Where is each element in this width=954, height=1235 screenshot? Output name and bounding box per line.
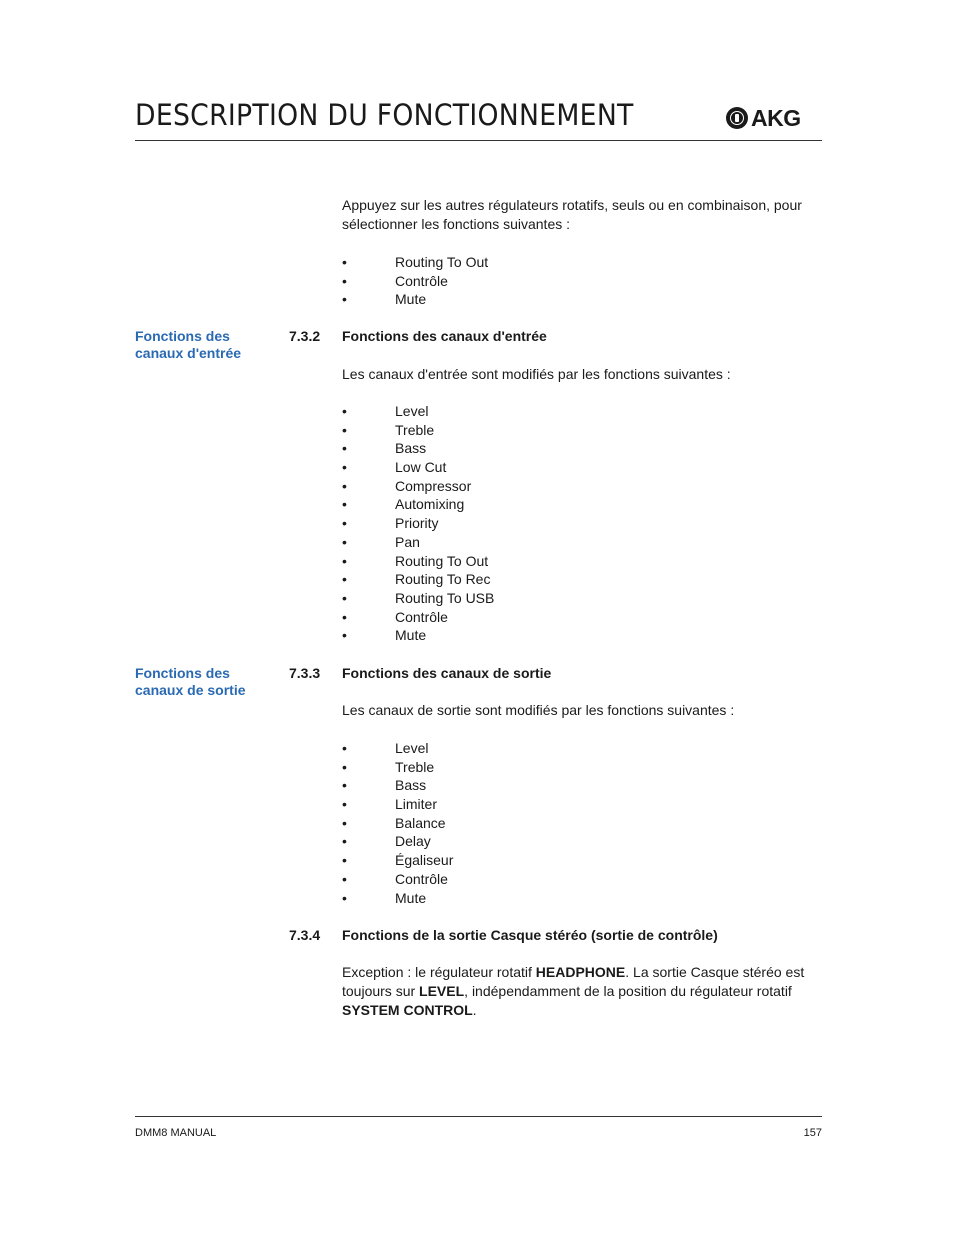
list-item-label: Low Cut bbox=[395, 459, 447, 476]
bullet-marker: • bbox=[342, 870, 347, 887]
section-heading-732: Fonctions des canaux d'entrée bbox=[342, 328, 547, 344]
section-heading-733: Fonctions des canaux de sortie bbox=[342, 665, 552, 681]
section-number-734: 7.3.4 bbox=[289, 927, 321, 943]
text-segment: , indépendamment de la position du régulateur rotatif bbox=[464, 983, 792, 999]
keyword-headphone: HEADPHONE bbox=[535, 964, 626, 980]
output-functions-list bbox=[342, 739, 453, 907]
list-item-label: Routing To Out bbox=[395, 254, 489, 270]
list-item bbox=[342, 552, 494, 571]
section-number-733: 7.3.3 bbox=[289, 665, 321, 681]
list-item-label: Pan bbox=[395, 533, 420, 550]
list-item bbox=[342, 477, 494, 496]
footer-page-number: 157 bbox=[803, 1127, 822, 1139]
list-item bbox=[342, 832, 453, 851]
footer-manual-name: DMM8 MANUAL bbox=[135, 1127, 217, 1139]
bullet-marker: • bbox=[342, 291, 347, 308]
page-title: DESCRIPTION DU FONCTIONNEMENT bbox=[135, 98, 634, 132]
list-item-label: Delay bbox=[395, 833, 431, 850]
list-item-label: Priority bbox=[395, 515, 439, 532]
bullet-marker: • bbox=[342, 254, 347, 270]
bullet-marker: • bbox=[342, 608, 347, 625]
text-segment: . bbox=[472, 1002, 477, 1018]
list-item-label: Mute bbox=[395, 291, 427, 308]
keyword-system-control: SYSTEM CONTROL bbox=[342, 1002, 473, 1018]
list-item-label: Compressor bbox=[395, 477, 472, 494]
list-item-label: Mute bbox=[395, 889, 427, 906]
footer-rule bbox=[135, 1116, 822, 1117]
input-functions-list bbox=[342, 402, 494, 645]
list-item-label: Routing To USB bbox=[395, 589, 495, 606]
list-item-label: Routing To Rec bbox=[395, 571, 491, 588]
text-segment: Exception : le régulateur rotatif bbox=[342, 964, 536, 980]
list-item-label: Contrôle bbox=[395, 870, 448, 887]
list-item-label: Bass bbox=[395, 777, 427, 794]
list-item-label: Treble bbox=[395, 758, 435, 775]
list-item bbox=[342, 421, 494, 440]
list-item-label: Balance bbox=[395, 814, 446, 831]
list-item bbox=[342, 458, 494, 477]
bullet-marker: • bbox=[342, 533, 347, 550]
list-item bbox=[342, 889, 453, 908]
list-item bbox=[342, 589, 494, 608]
list-item-label: Égaliseur bbox=[395, 852, 454, 869]
list-item bbox=[342, 290, 488, 309]
bullet-marker: • bbox=[342, 272, 347, 289]
list-item bbox=[342, 402, 494, 421]
side-label-output-channels: Fonctions des canaux de sortie bbox=[135, 665, 246, 698]
section-heading-734: Fonctions de la sortie Casque stéréo (sortie de contrôle) bbox=[342, 927, 718, 943]
bullet-marker: • bbox=[342, 552, 347, 569]
list-item bbox=[342, 439, 494, 458]
bullet-marker: • bbox=[342, 796, 347, 813]
list-item bbox=[342, 514, 494, 533]
list-item-label: Level bbox=[395, 740, 429, 756]
list-item bbox=[342, 870, 453, 889]
list-item bbox=[342, 626, 494, 645]
section-text-733: Les canaux de sortie sont modifiés par les fonctions suivantes : bbox=[342, 702, 735, 718]
list-item-label: Routing To Out bbox=[395, 552, 489, 569]
bullet-marker: • bbox=[342, 571, 347, 588]
list-item bbox=[342, 570, 494, 589]
list-item-label: Limiter bbox=[395, 796, 438, 813]
bullet-marker: • bbox=[342, 889, 347, 906]
section-number-732: 7.3.2 bbox=[289, 328, 321, 344]
section-text-734 bbox=[342, 963, 822, 1020]
bullet-marker: • bbox=[342, 833, 347, 850]
list-item-label: Treble bbox=[395, 421, 435, 438]
list-item bbox=[342, 776, 453, 795]
list-item bbox=[342, 608, 494, 627]
bullet-marker: • bbox=[342, 477, 347, 494]
list-item bbox=[342, 253, 488, 272]
bullet-marker: • bbox=[342, 777, 347, 794]
bullet-marker: • bbox=[342, 852, 347, 869]
list-item bbox=[342, 758, 453, 777]
intro-paragraph: Appuyez sur les autres régulateurs rotatifs, seuls ou en combinaison, pour sélectionner les fonctions suivantes : bbox=[342, 197, 802, 232]
list-item-label: Level bbox=[395, 403, 429, 419]
header-rule bbox=[135, 140, 822, 141]
akg-logo bbox=[726, 104, 801, 132]
bullet-marker: • bbox=[342, 440, 347, 457]
akg-logo-text: AKG bbox=[751, 104, 801, 131]
list-item bbox=[342, 795, 453, 814]
list-item bbox=[342, 495, 494, 514]
text-segment: . La sortie Casque stéréo est toujours sur bbox=[342, 964, 805, 999]
list-item bbox=[342, 272, 488, 291]
list-item-label: Contrôle bbox=[395, 272, 448, 289]
bullet-marker: • bbox=[342, 814, 347, 831]
list-item-label: Mute bbox=[395, 627, 427, 644]
bullet-marker: • bbox=[342, 515, 347, 532]
bullet-marker: • bbox=[342, 403, 347, 419]
keyword-level: LEVEL bbox=[419, 983, 465, 999]
list-item-label: Automixing bbox=[395, 496, 465, 513]
list-item bbox=[342, 739, 453, 758]
bullet-marker: • bbox=[342, 421, 347, 438]
list-item bbox=[342, 814, 453, 833]
bullet-marker: • bbox=[342, 459, 347, 476]
bullet-marker: • bbox=[342, 758, 347, 775]
list-item-label: Bass bbox=[395, 440, 427, 457]
bullet-marker: • bbox=[342, 740, 347, 756]
list-item bbox=[342, 533, 494, 552]
bullet-marker: • bbox=[342, 627, 347, 644]
list-item bbox=[342, 851, 453, 870]
list-item-label: Contrôle bbox=[395, 608, 448, 625]
side-label-input-channels: Fonctions des canaux d'entrée bbox=[135, 328, 242, 361]
bullet-marker: • bbox=[342, 589, 347, 606]
intro-list bbox=[342, 253, 488, 309]
akg-logo-mark-icon bbox=[726, 107, 748, 129]
bullet-marker: • bbox=[342, 496, 347, 513]
section-text-732: Les canaux d'entrée sont modifiés par les fonctions suivantes : bbox=[342, 366, 731, 382]
